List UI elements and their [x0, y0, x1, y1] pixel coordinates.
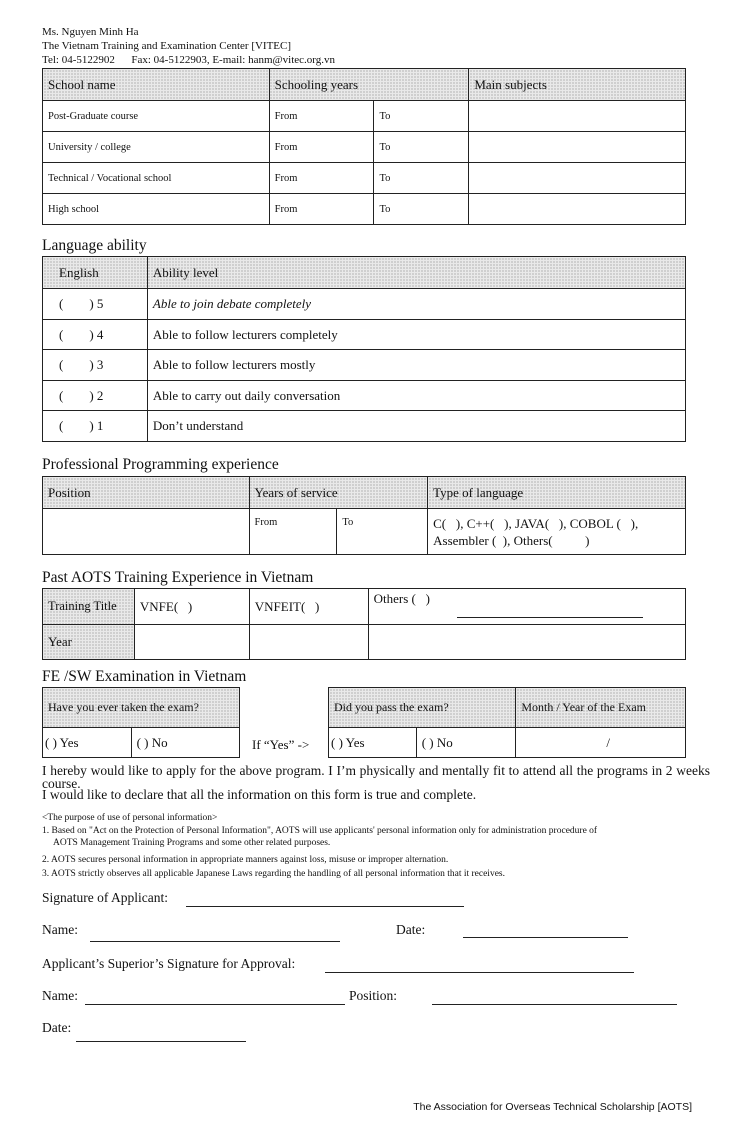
footer-organization: The Association for Overseas Technical Scholarship [AOTS] — [413, 1101, 692, 1113]
superior-signature-label: Applicant’s Superior’s Signature for Approval: — [42, 956, 296, 971]
month-year-label: Month / Year of the Exam — [516, 688, 686, 728]
table-row — [43, 289, 686, 320]
level-description: Able to follow lecturers mostly — [147, 350, 685, 381]
taken-exam-question: Have you ever taken the exam? — [43, 688, 240, 728]
superior-position-label: Position: — [349, 988, 398, 1003]
to-field[interactable]: To — [374, 194, 469, 225]
school-name-header: School name — [43, 69, 270, 101]
level-description: Able to join debate completely — [147, 289, 685, 320]
applicant-date-line[interactable] — [463, 937, 628, 938]
passed-exam-question: Did you pass the exam? — [329, 688, 516, 728]
table-row — [43, 381, 686, 411]
applicant-name-label: Name: — [42, 922, 78, 937]
school-level-label: High school — [43, 194, 270, 225]
level-description: Able to follow lecturers completely — [147, 320, 685, 350]
privacy-item-1-cont: AOTS Management Training Programs and some other related purposes. — [53, 838, 331, 848]
language-options-line2: Assembler ( ), Others( ) — [433, 532, 590, 548]
vnfeit-year-field[interactable] — [249, 625, 368, 660]
table-row — [43, 194, 686, 225]
applicant-name-line[interactable] — [90, 941, 340, 942]
declaration-truth: I would like to declare that all the information on this form is true and complete. — [42, 787, 477, 802]
level-checkbox[interactable]: ( ) 5 — [43, 289, 148, 320]
main-subjects-field[interactable] — [469, 194, 686, 225]
level-checkbox[interactable]: ( ) 3 — [43, 350, 148, 381]
table-row — [43, 101, 686, 132]
level-checkbox[interactable]: ( ) 4 — [43, 320, 148, 350]
from-field[interactable]: From — [269, 101, 374, 132]
declaration-apply: I hereby would like to apply for the above program. I I’m physically and mentally fit to attend all the programs in 2 weeks course. — [42, 763, 710, 791]
privacy-item-3: 3. AOTS strictly observes all applicable Japanese Laws regarding the handling of all personal information that it receives. — [42, 869, 505, 879]
language-type-options[interactable] — [428, 509, 686, 555]
school-level-label: University / college — [43, 132, 270, 163]
superior-position-line[interactable] — [432, 1004, 677, 1005]
english-header: English — [43, 257, 148, 289]
taken-yes-checkbox[interactable]: ( ) Yes — [43, 728, 132, 758]
vnfeit-checkbox[interactable]: VNFEIT( ) — [249, 589, 368, 625]
aots-section-title: Past AOTS Training Experience in Vietnam — [42, 569, 314, 586]
position-field[interactable] — [43, 509, 250, 555]
privacy-title: <The purpose of use of personal information> — [42, 813, 218, 823]
from-field[interactable]: From — [269, 163, 374, 194]
superior-name-label: Name: — [42, 988, 78, 1003]
main-subjects-field[interactable] — [469, 132, 686, 163]
superior-date-label: Date: — [42, 1020, 72, 1035]
language-options-line1: C( ), C++( ), JAVA( ), COBOL ( ), — [433, 515, 639, 531]
organization-name: The Vietnam Training and Examination Center [VITEC] — [42, 40, 292, 52]
table-row — [43, 132, 686, 163]
aots-table — [42, 588, 686, 660]
schooling-years-header: Schooling years — [269, 69, 469, 101]
school-level-label: Post-Graduate course — [43, 101, 270, 132]
level-description: Don’t understand — [147, 411, 685, 442]
education-table — [42, 68, 686, 225]
vnfe-year-field[interactable] — [134, 625, 249, 660]
table-row — [43, 350, 686, 381]
others-underline[interactable] — [457, 617, 643, 618]
main-subjects-field[interactable] — [469, 101, 686, 132]
years-of-service-header: Years of service — [249, 477, 428, 509]
exam-result-table — [328, 687, 686, 758]
to-field[interactable]: To — [337, 509, 428, 555]
superior-signature-line[interactable] — [325, 972, 634, 973]
table-row — [43, 411, 686, 442]
exam-section-title: FE /SW Examination in Vietnam — [42, 668, 247, 685]
applicant-date-label: Date: — [396, 922, 426, 937]
school-level-label: Technical / Vocational school — [43, 163, 270, 194]
passed-no-checkbox[interactable]: ( ) No — [416, 728, 516, 758]
contact-name: Ms. Nguyen Minh Ha — [42, 26, 139, 38]
main-subjects-field[interactable] — [469, 163, 686, 194]
programming-section-title: Professional Programming experience — [42, 456, 279, 473]
main-subjects-header: Main subjects — [469, 69, 686, 101]
month-year-field[interactable]: / — [516, 728, 686, 758]
type-of-language-header: Type of language — [428, 477, 686, 509]
from-field[interactable]: From — [269, 132, 374, 163]
from-field[interactable]: From — [269, 194, 374, 225]
level-description: Able to carry out daily conversation — [147, 381, 685, 411]
table-row — [43, 320, 686, 350]
level-checkbox[interactable]: ( ) 2 — [43, 381, 148, 411]
others-checkbox[interactable]: Others ( ) — [373, 591, 430, 606]
vnfe-checkbox[interactable]: VNFE( ) — [134, 589, 249, 625]
superior-date-line[interactable] — [76, 1041, 246, 1042]
year-label: Year — [43, 625, 135, 660]
exam-taken-table — [42, 687, 240, 758]
others-year-field[interactable] — [368, 625, 685, 660]
position-header: Position — [43, 477, 250, 509]
level-checkbox[interactable]: ( ) 1 — [43, 411, 148, 442]
table-row — [43, 509, 686, 555]
passed-yes-checkbox[interactable]: ( ) Yes — [329, 728, 417, 758]
privacy-item-2: 2. AOTS secures personal information in appropriate manners against loss, misuse or improper alternation. — [42, 855, 449, 865]
to-field[interactable]: To — [374, 101, 469, 132]
to-field[interactable]: To — [374, 132, 469, 163]
programming-table — [42, 476, 686, 555]
if-yes-arrow: If “Yes” -> — [252, 737, 310, 752]
from-field[interactable]: From — [249, 509, 337, 555]
ability-level-header: Ability level — [147, 257, 685, 289]
language-table — [42, 256, 686, 442]
privacy-item-1: 1. Based on "Act on the Protection of Personal Information", AOTS will use applicants' personal information only for administration procedure of — [42, 826, 598, 836]
superior-name-line[interactable] — [85, 1004, 345, 1005]
taken-no-checkbox[interactable]: ( ) No — [131, 728, 239, 758]
table-row — [43, 163, 686, 194]
contact-line: Tel: 04-5122902 Fax: 04-5122903, E-mail: hanm@vitec.org.vn — [42, 54, 335, 66]
applicant-signature-line[interactable] — [186, 906, 464, 907]
to-field[interactable]: To — [374, 163, 469, 194]
applicant-signature-label: Signature of Applicant: — [42, 890, 168, 905]
language-section-title: Language ability — [42, 237, 147, 254]
training-title-label: Training Title — [43, 589, 135, 625]
